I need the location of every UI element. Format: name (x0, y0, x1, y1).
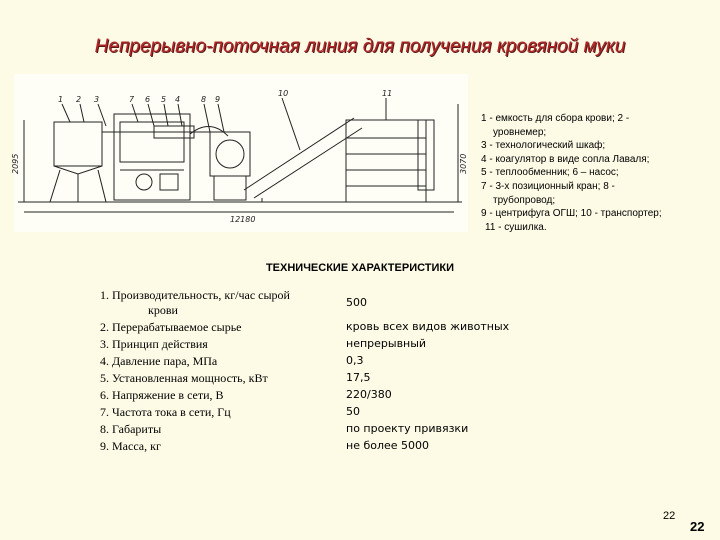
callout-3: 3 (94, 95, 100, 104)
spec-row (100, 405, 509, 422)
legend-line: уровнемер; (493, 126, 547, 138)
callout-2: 2 (76, 95, 82, 104)
spec-value: кровь всех видов животных (346, 320, 510, 333)
spec-label: 9. Масса, кг (100, 439, 161, 453)
slide-title: Непрерывно-поточная линия для получения кровяной муки (94, 36, 626, 57)
callout-9: 9 (215, 95, 221, 104)
spec-value: не более 5000 (346, 439, 430, 452)
callout-10: 10 (278, 89, 289, 98)
page-number-bold: 22 (690, 519, 705, 534)
spec-label (100, 288, 346, 320)
spec-value: 220/380 (346, 388, 392, 401)
legend-line: трубопровод; (493, 194, 556, 206)
legend-line: 3 - технологический шкаф; (481, 140, 606, 152)
spec-label: 4. Давление пара, МПа (100, 354, 218, 368)
spec-label: 7. Частота тока в сети, Гц (100, 405, 231, 419)
legend-line: 11 - сушилка. (485, 221, 547, 233)
spec-table (100, 288, 509, 456)
dim-height-right: 3070 (459, 153, 468, 174)
spec-value: непрерывный (346, 337, 427, 350)
spec-row (100, 288, 509, 320)
legend-line: 4 - коагулятор в виде сопла Лаваля; (481, 153, 650, 165)
callout-8: 8 (201, 95, 207, 104)
callout-5: 5 (161, 95, 167, 104)
spec-value: 0,3 (346, 354, 364, 367)
page-number: 22 (663, 510, 676, 522)
legend-line: 7 - 3-х позиционный кран; 8 - (481, 180, 615, 192)
callout-6: 6 (145, 95, 151, 104)
spec-row (100, 439, 509, 456)
callout-7: 7 (129, 95, 135, 104)
spec-value: 50 (346, 405, 360, 418)
spec-value: 17,5 (346, 371, 371, 384)
line-schematic (11, 74, 468, 232)
spec-label: 5. Установленная мощность, кВт (100, 371, 268, 385)
spec-label-line1: 1. Производительность, кг/час сырой (100, 288, 290, 302)
spec-label: 2. Перерабатываемое сырье (100, 320, 242, 334)
spec-row (100, 320, 509, 337)
spec-row (100, 354, 509, 371)
legend-line: 9 - центрифуга ОГШ; 10 - транспортер; (481, 208, 662, 220)
spec-label: 8. Габариты (100, 422, 162, 436)
spec-value: по проекту привязки (346, 422, 469, 435)
callout-1: 1 (58, 95, 64, 104)
spec-value: 500 (346, 296, 367, 309)
spec-row (100, 388, 509, 405)
spec-row (100, 337, 509, 354)
spec-row (100, 422, 509, 439)
callout-11: 11 (382, 89, 393, 98)
spec-label: 3. Принцип действия (100, 337, 208, 351)
spec-label: 6. Напряжение в сети, В (100, 388, 224, 402)
equipment-drawing (11, 74, 468, 232)
legend-line: 1 - емкость для сбора крови; 2 - (481, 113, 630, 124)
callout-4: 4 (175, 95, 181, 104)
component-legend (481, 112, 711, 234)
dim-length: 12180 (230, 215, 256, 224)
section-heading: ТЕХНИЧЕСКИЕ ХАРАКТЕРИСТИКИ (265, 262, 455, 274)
legend-line: 5 - теплообменник; 6 – насос; (481, 167, 619, 179)
dim-height: 2095 (11, 153, 20, 174)
spec-row (100, 371, 509, 388)
spec-label-line2: крови (148, 303, 178, 317)
